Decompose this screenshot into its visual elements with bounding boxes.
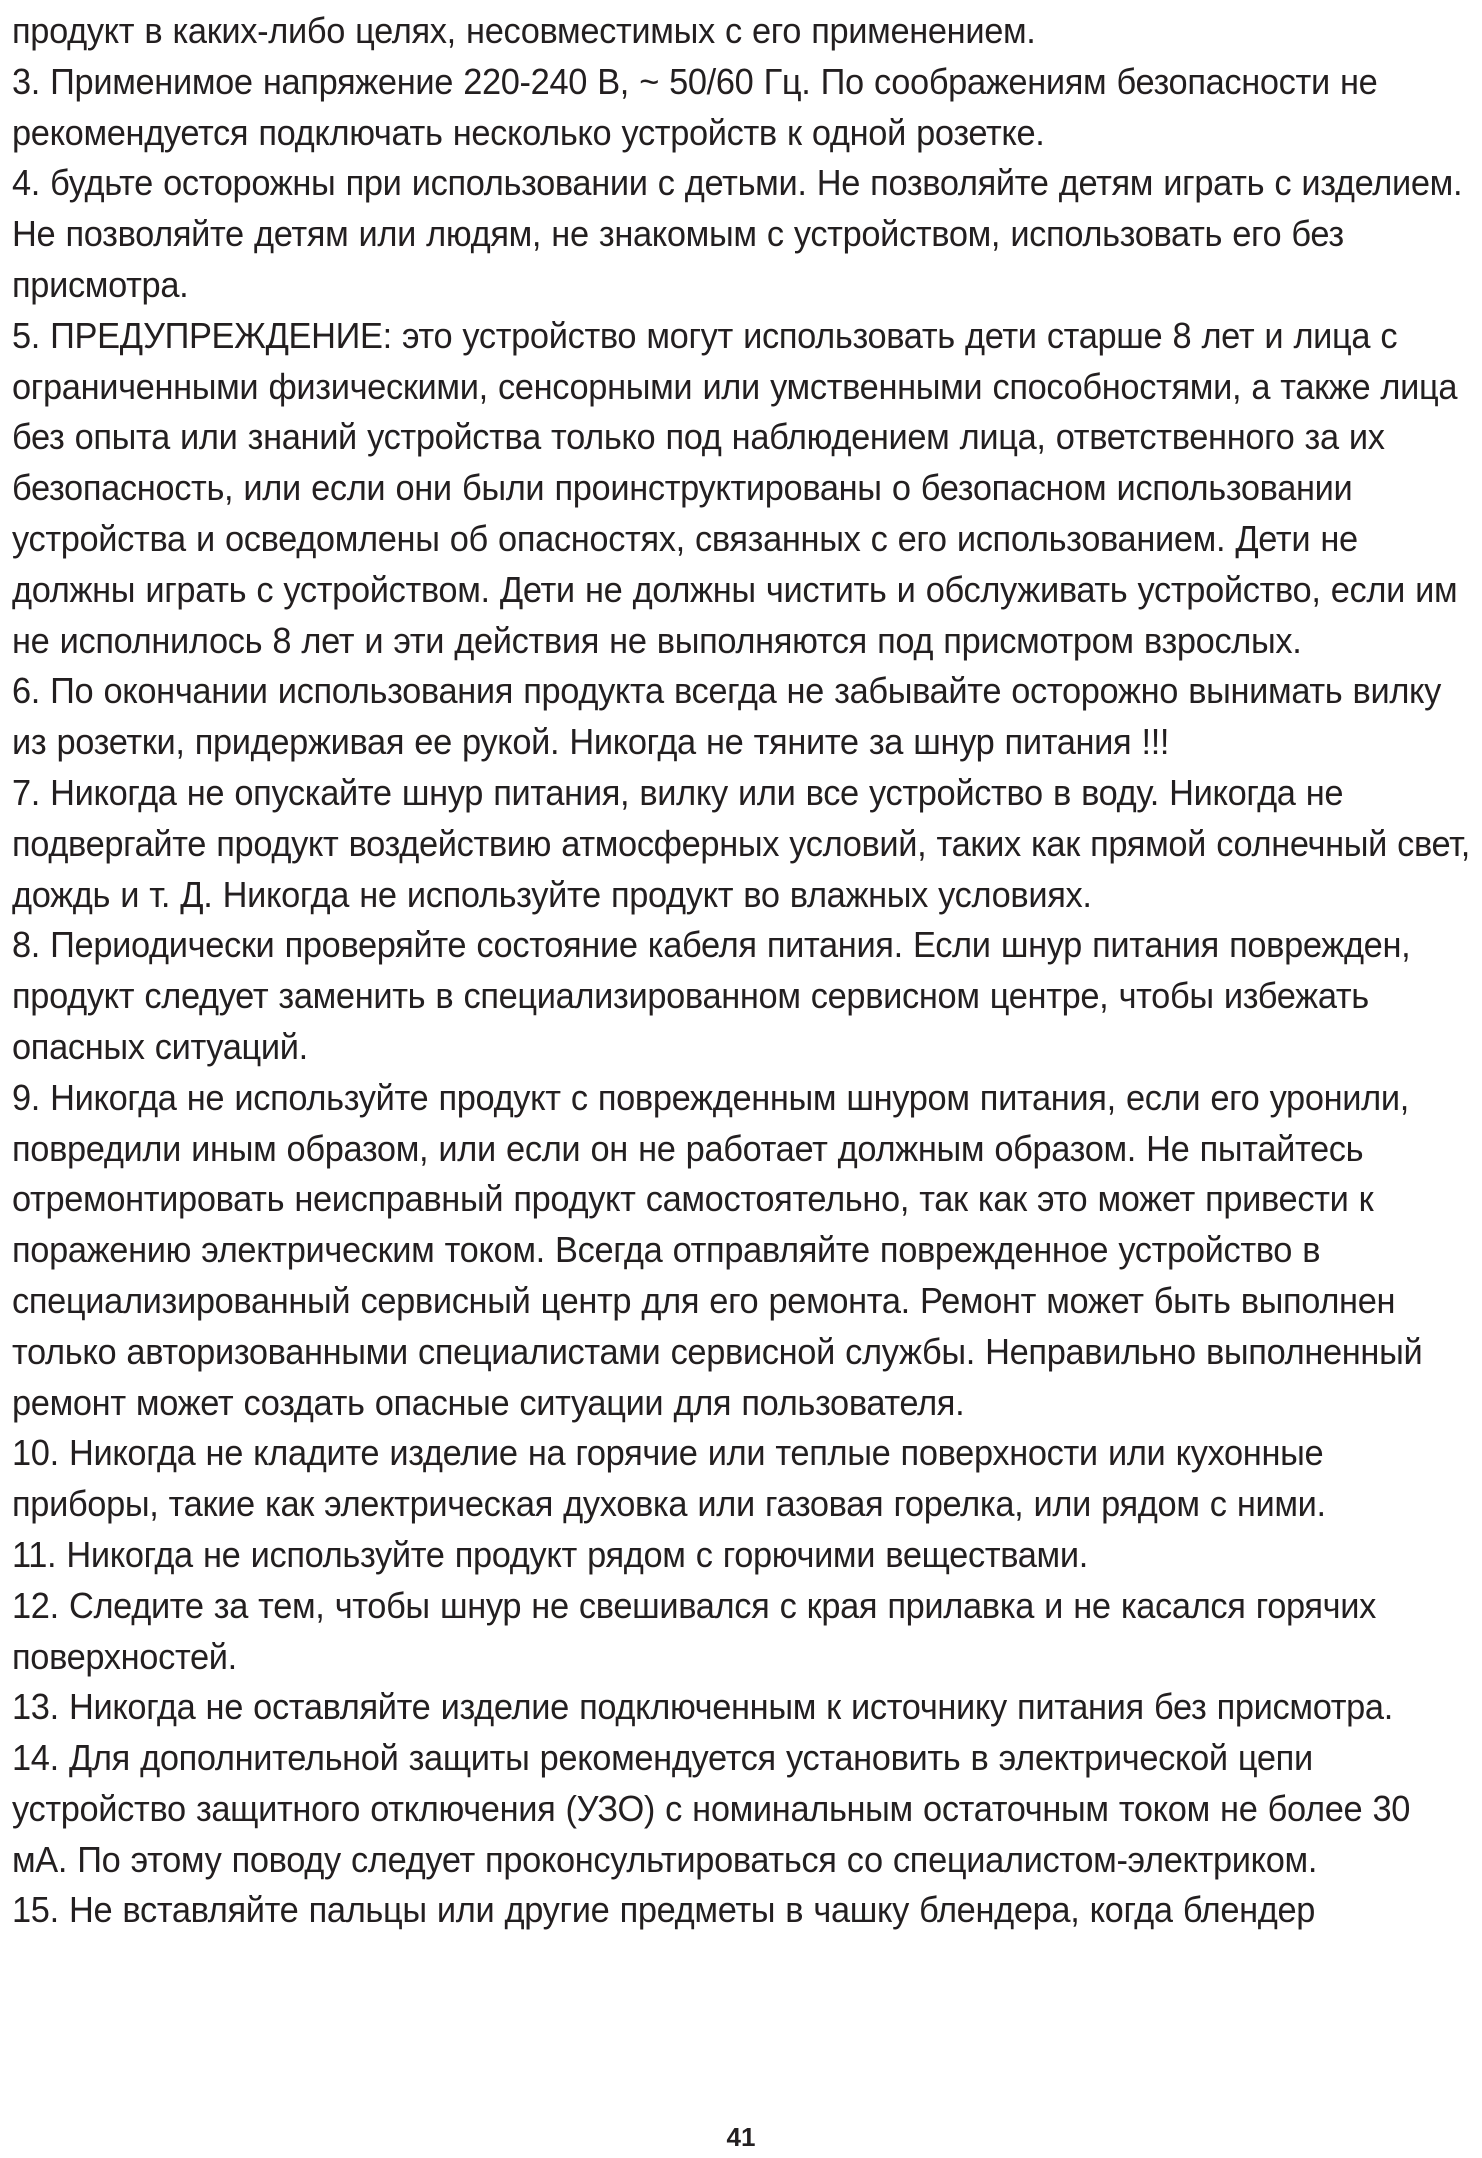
paragraph-item-5: 5. ПРЕДУПРЕЖДЕНИЕ: это устройство могут использовать дети старше 8 лет и лица с ограниченными физическими, сенсорными или умственными способностями, а также лица без опыта или знаний устройства только под наблюдением лица, ответственного за их безопасность, или если они были проинструктированы о безопасном использовании устройства и осведомлены об опасностях, связанных с его использованием. Дети не должны играть с устройством. Дети не должны чистить и обслуживать устройство, если им не исполнилось 8 лет и эти действия не выполняются под присмотром взрослых. xyxy=(12,314,1458,661)
paragraph-item-9: 9. Никогда не используйте продукт с поврежденным шнуром питания, если его уронили, повредили иным образом, или если он не работает должным образом. Не пытайтесь отремонтировать неисправный продукт самостоятельно, так как это может привести к поражению электрическим током. Всегда отправляйте поврежденное устройство в специализированный сервисный центр для его ремонта. Ремонт может быть выполнен только авторизованными специалистами сервисной службы. Неправильно выполненный ремонт может создать опасные ситуации для пользователя. xyxy=(12,1076,1423,1423)
document-page xyxy=(12,6,1472,1936)
paragraph-item-15: 15. Не вставляйте пальцы или другие предметы в чашку блендера, когда блендер xyxy=(12,1889,1316,1931)
paragraph-item-6: 6. По окончании использования продукта всегда не забывайте осторожно вынимать вилку из розетки, придерживая ее рукой. Никогда не тяните за шнур питания !!! xyxy=(12,670,1441,763)
paragraph-item-14: 14. Для дополнительной защиты рекомендуется установить в электрической цепи устройство защитного отключения (УЗО) с номинальным остаточным током не более 30 мА. По этому поводу следует проконсультироваться со специалистом-электриком. xyxy=(12,1737,1411,1880)
paragraph-item-3: 3. Применимое напряжение 220-240 В, ~ 50/60 Гц. По соображениям безопасности не рекомендуется подключать несколько устройств к одной розетке. xyxy=(12,60,1378,153)
paragraph-item-11: 11. Никогда не используйте продукт рядом с горючими веществами. xyxy=(12,1533,1088,1575)
paragraph-item-13: 13. Никогда не оставляйте изделие подключенным к источнику питания без присмотра. xyxy=(12,1686,1393,1728)
paragraph-item-8: 8. Периодически проверяйте состояние кабеля питания. Если шнур питания поврежден, продукт следует заменить в специализированном сервисном центре, чтобы избежать опасных ситуаций. xyxy=(12,924,1411,1067)
paragraph-item-7: 7. Никогда не опускайте шнур питания, вилку или все устройство в воду. Никогда не подвергайте продукт воздействию атмосферных условий, таких как прямой солнечный свет, дождь и т. Д. Никогда не используйте продукт во влажных условиях. xyxy=(12,771,1471,915)
paragraph-item-12: 12. Следите за тем, чтобы шнур не свешивался с края прилавка и не касался горячих поверхностей. xyxy=(12,1584,1376,1677)
paragraph-item-10: 10. Никогда не кладите изделие на горячие или теплые поверхности или кухонные приборы, такие как электрическая духовка или газовая горелка, или рядом с ними. xyxy=(12,1432,1326,1525)
page-number: 41 xyxy=(726,2122,756,2152)
paragraph-item-4: 4. будьте осторожны при использовании с детьми. Не позволяйте детям играть с изделием. Не позволяйте детям или людям, не знакомым с устройством, использовать его без присмотра. xyxy=(12,162,1463,305)
paragraph-continuation: продукт в каких-либо целях, несовместимых с его применением. xyxy=(12,10,1036,51)
